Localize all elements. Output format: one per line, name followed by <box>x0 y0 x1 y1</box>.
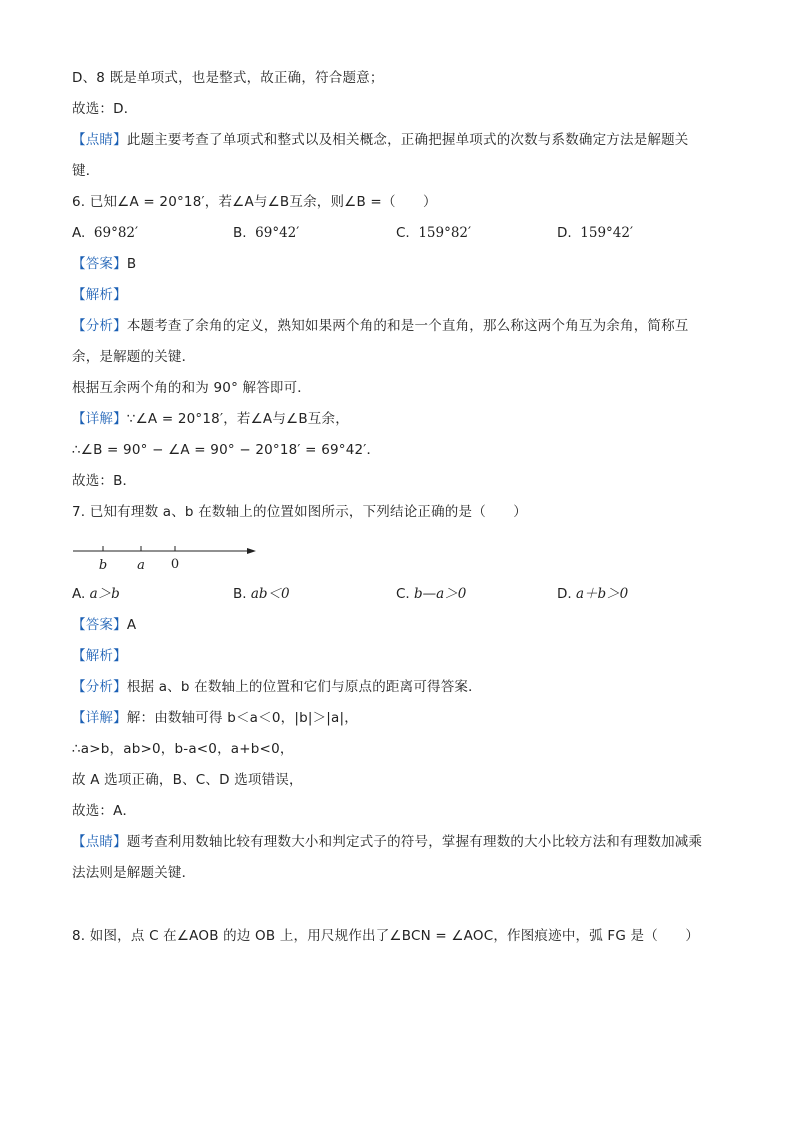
q6-option-c <box>396 224 471 242</box>
q7-analysis-tag: 【解析】 <box>72 648 127 664</box>
answer-tag: 【答案】 <box>72 256 127 272</box>
option-text: 159°42′ <box>580 225 634 241</box>
q7-fenxi <box>72 678 482 696</box>
option-label: C. <box>396 586 410 602</box>
option-label: B. <box>233 586 247 602</box>
detail-text: 解：由数轴可得 b＜a＜0，|b|＞|a|， <box>126 710 358 726</box>
q5-option-d-explanation: D、8 既是单项式，也是整式，故正确，符合题意； <box>72 70 384 86</box>
option-text: b—a＞0 <box>414 586 467 602</box>
option-text: a＋b＞0 <box>575 586 629 602</box>
number-line-figure <box>70 538 270 578</box>
detail-tag: 【详解】 <box>72 411 127 427</box>
detail-tag: 【详解】 <box>72 710 127 726</box>
option-label: D. <box>557 225 572 241</box>
q5-review-cont: 键． <box>72 163 100 179</box>
option-label: D. <box>557 586 572 602</box>
label-a: a <box>137 558 145 573</box>
option-text: ab＜0 <box>250 586 290 602</box>
q5-choose: 故选：D． <box>72 101 138 117</box>
option-text: 159°82′ <box>418 225 472 241</box>
review-tag: 【点睛】 <box>72 132 127 148</box>
option-text: a＞b <box>89 586 120 602</box>
fenxi-tag: 【分析】 <box>72 318 127 334</box>
review-text: 此题主要考查了单项式和整式以及相关概念，正确把握单项式的次数与系数确定方法是解题关 <box>126 132 689 148</box>
q7-detail-conclusion: 故 A 选项正确，B、C、D 选项错误， <box>72 772 303 788</box>
option-label: A. <box>72 225 86 241</box>
label-zero: 0 <box>170 557 180 572</box>
q7-option-a <box>72 585 120 603</box>
q6-answer <box>72 255 136 273</box>
option-label: C. <box>396 225 410 241</box>
q6-option-b <box>233 224 299 242</box>
q7-detail <box>72 709 358 727</box>
q7-choose: 故选：A． <box>72 803 137 819</box>
q6-analysis-tag: 【解析】 <box>72 287 127 303</box>
q7-stem: 7. 已知有理数 a、b 在数轴上的位置如图所示，下列结论正确的是（ ） <box>72 504 527 520</box>
label-b: b <box>98 558 108 573</box>
q7-detail-inequalities: ∴a>b，ab>0，b-a<0，a+b<0， <box>72 741 294 757</box>
answer-value: A <box>126 617 137 633</box>
detail-text: ∵∠A = 20°18′，若∠A与∠B互余， <box>126 411 349 427</box>
q7-review <box>72 833 702 851</box>
q7-option-d <box>557 585 628 603</box>
q6-fenxi <box>72 317 689 335</box>
fenxi-tag: 【分析】 <box>72 679 127 695</box>
answer-tag: 【答案】 <box>72 617 127 633</box>
review-tag: 【点睛】 <box>72 834 127 850</box>
fenxi-text: 本题考查了余角的定义，熟知如果两个角的和是一个直角，那么称这两个角互为余角，简称互 <box>126 318 689 334</box>
option-label: A. <box>72 586 86 602</box>
q6-fenxi-cont: 余，是解题的关键． <box>72 349 196 365</box>
q6-option-d <box>557 224 633 242</box>
q7-review-cont: 法法则是解题关键． <box>72 865 196 881</box>
option-text: 69°82′ <box>93 225 139 241</box>
q6-detail <box>72 410 349 428</box>
fenxi-text: 根据 a、b 在数轴上的位置和它们与原点的距离可得答案． <box>126 679 482 695</box>
q5-review <box>72 131 689 149</box>
q6-fenxi-hint: 根据互余两个角的和为 90° 解答即可． <box>72 380 312 396</box>
option-text: 69°42′ <box>255 225 300 241</box>
q8-stem: 8. 如图，点 C 在∠AOB 的边 OB 上，用尺规作出了∠BCN = ∠AOC，作图痕迹中，弧 FG 是（ ） <box>72 928 700 944</box>
review-text: 题考查利用数轴比较有理数大小和判定式子的符号，掌握有理数的大小比较方法和有理数加减乘 <box>126 834 703 850</box>
q6-option-a <box>72 224 138 242</box>
q7-answer <box>72 616 136 634</box>
q6-choose: 故选：B． <box>72 473 137 489</box>
q7-option-c <box>396 585 466 603</box>
answer-value: B <box>126 256 137 272</box>
option-label: B. <box>233 225 247 241</box>
q6-stem: 6. 已知∠A = 20°18′，若∠A与∠B互余，则∠B =（ ） <box>72 194 437 210</box>
q7-option-b <box>233 585 290 603</box>
arrow-right-icon <box>247 548 256 554</box>
q6-detail-calc: ∴∠B = 90° − ∠A = 90° − 20°18′ = 69°42′． <box>72 442 381 458</box>
